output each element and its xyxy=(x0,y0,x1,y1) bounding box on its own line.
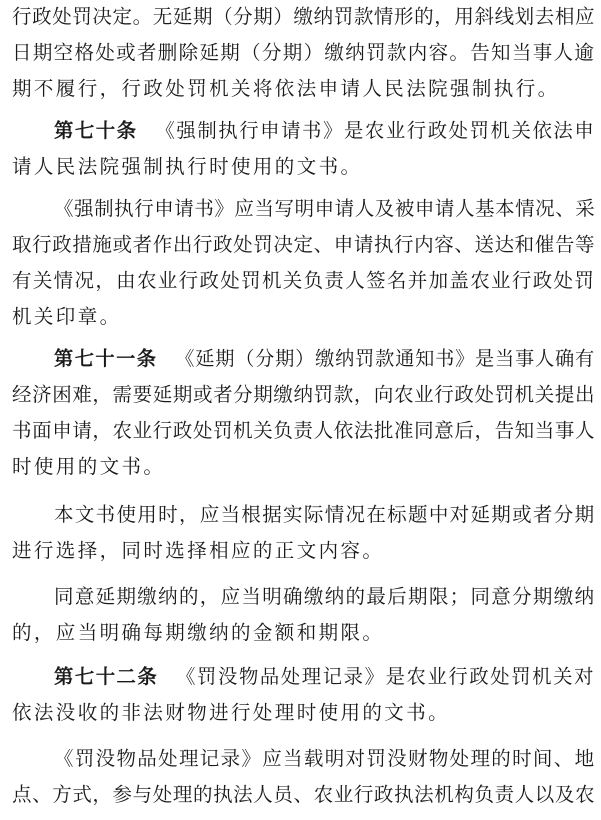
text-line: 有关情况，由农业行政处罚机关负责人签名并加盖农业行政处罚 xyxy=(12,269,596,292)
article-line xyxy=(54,662,595,692)
text-line: 书面申请，农业行政处罚机关负责人依法批准同意后，告知当事人 xyxy=(12,419,596,442)
text-line: 《罚没物品处理记录》应当载明对罚没财物处理的时间、地 xyxy=(54,747,596,770)
article-number: 第七十二条 xyxy=(54,665,159,688)
text-line: 进行选择，同时选择相应的正文内容。 xyxy=(12,539,385,562)
text-span: 《强制执行申请书》是农业行政处罚机关依法申 xyxy=(155,119,596,142)
text-line: 依法没收的非法财物进行处理时使用的文书。 xyxy=(12,701,451,724)
text-line: 的，应当明确每期缴纳的金额和期限。 xyxy=(12,621,385,644)
text-span: 《罚没物品处理记录》是农业行政处罚机关对 xyxy=(176,665,596,688)
text-line: 机关印章。 xyxy=(12,305,122,328)
article-line xyxy=(54,344,595,374)
text-line: 点、方式，参与处理的执法人员、农业行政执法机构负责人以及农 xyxy=(12,783,596,806)
text-line: 请人民法院强制执行时使用的文书。 xyxy=(12,155,363,178)
text-line: 同意延期缴纳的，应当明确缴纳的最后期限；同意分期缴纳 xyxy=(54,585,596,608)
article-line xyxy=(54,116,595,146)
text-line: 本文书使用时，应当根据实际情况在标题中对延期或者分期 xyxy=(54,503,596,526)
text-line: 行政处罚决定。无延期（分期）缴纳罚款情形的，用斜线划去相应 xyxy=(12,5,596,28)
text-line: 取行政措施或者作出行政处罚决定、申请执行内容、送达和催告等 xyxy=(12,233,596,256)
text-line: 经济困难，需要延期或者分期缴纳罚款，向农业行政处罚机关提出 xyxy=(12,383,596,406)
text-line: 《强制执行申请书》应当写明申请人及被申请人基本情况、采 xyxy=(54,197,596,220)
article-number: 第七十条 xyxy=(54,119,138,142)
text-span: 《延期（分期）缴纳罚款通知书》是当事人确有 xyxy=(175,347,595,370)
text-line: 期不履行，行政处罚机关将依法申请人民法院强制执行。 xyxy=(12,77,560,100)
text-line: 日期空格处或者删除延期（分期）缴纳罚款内容。告知当事人逾 xyxy=(12,41,596,64)
text-line: 时使用的文书。 xyxy=(12,455,166,478)
article-number: 第七十一条 xyxy=(54,347,158,370)
